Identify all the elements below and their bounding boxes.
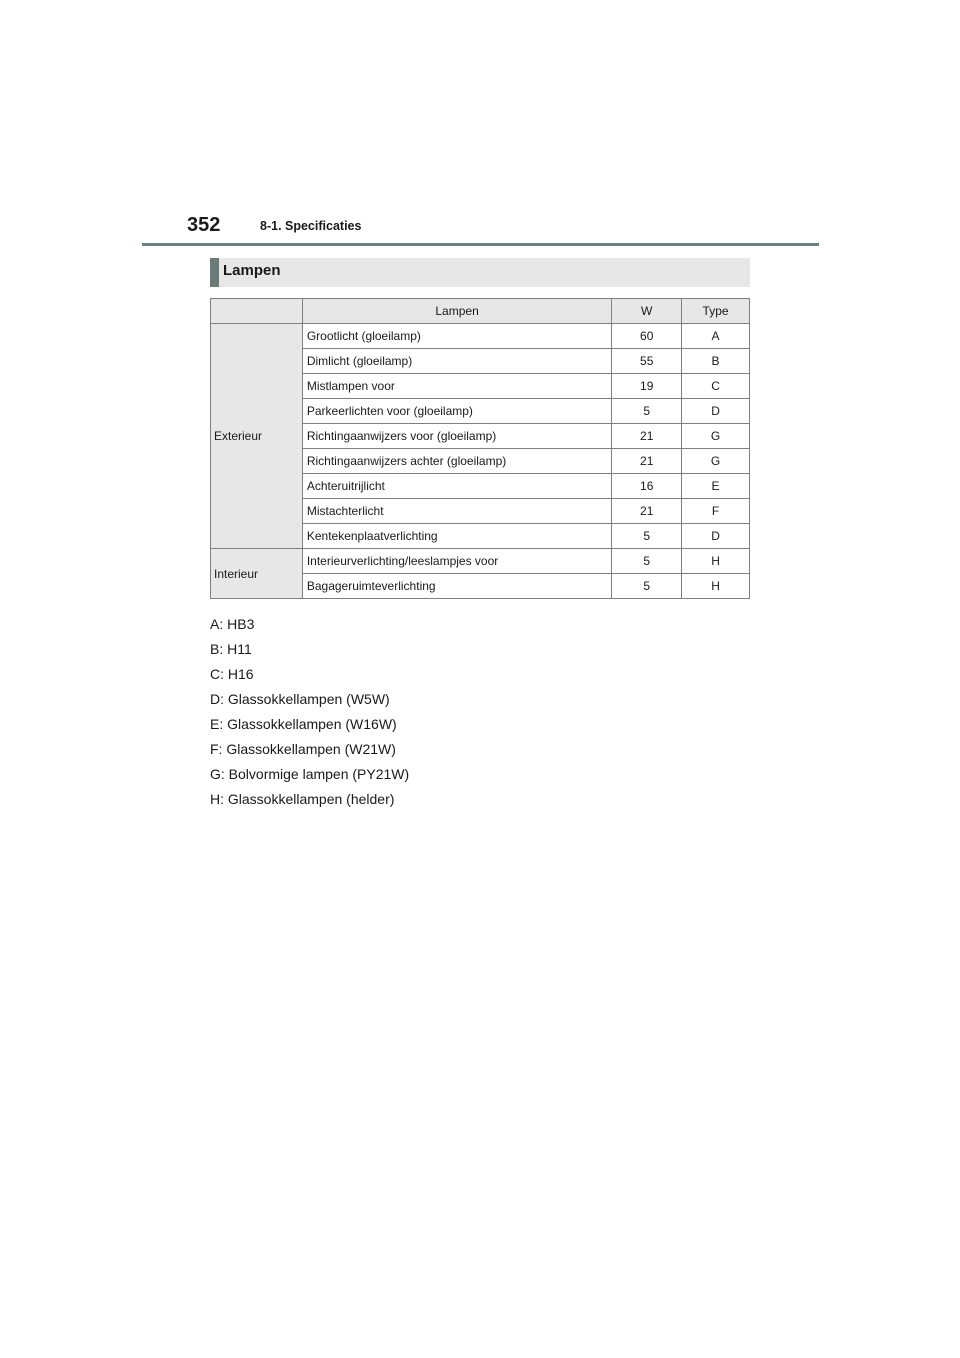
header-rule — [142, 243, 819, 246]
legend-item: A: HB3 — [210, 616, 255, 632]
lamp-watt: 21 — [612, 424, 682, 449]
section-title: 8-1. Specificaties — [260, 219, 362, 233]
page-number: 352 — [187, 214, 221, 236]
lamp-type: B — [682, 349, 750, 374]
lamp-watt: 5 — [612, 549, 682, 574]
lamp-name: Achteruitrijlicht — [302, 474, 611, 499]
group-label-exterieur: Exterieur — [211, 324, 303, 549]
lamp-name: Richtingaanwijzers achter (gloeilamp) — [302, 449, 611, 474]
lamp-name: Mistachterlicht — [302, 499, 611, 524]
lamp-type: A — [682, 324, 750, 349]
legend-item: B: H11 — [210, 641, 252, 657]
lamp-name: Mistlampen voor — [302, 374, 611, 399]
lamp-type: G — [682, 424, 750, 449]
table-row — [211, 549, 750, 574]
legend-item: C: H16 — [210, 666, 254, 682]
table-header-row — [211, 299, 750, 324]
lamp-name: Dimlicht (gloeilamp) — [302, 349, 611, 374]
lamp-name: Kentekenplaatverlichting — [302, 524, 611, 549]
lamps-table — [210, 298, 750, 599]
lamp-name: Parkeerlichten voor (gloeilamp) — [302, 399, 611, 424]
legend-item: H: Glassokkellampen (helder) — [210, 791, 395, 807]
lamp-watt: 21 — [612, 499, 682, 524]
legend-item: G: Bolvormige lampen (PY21W) — [210, 766, 410, 782]
lamp-type: E — [682, 474, 750, 499]
lamp-type: D — [682, 524, 750, 549]
column-header: Type — [682, 299, 750, 324]
lamp-watt: 16 — [612, 474, 682, 499]
lamp-type: H — [682, 549, 750, 574]
heading-title: Lampen — [223, 262, 281, 279]
lamp-watt: 5 — [612, 399, 682, 424]
lamp-type: D — [682, 399, 750, 424]
column-header: W — [612, 299, 682, 324]
lamp-watt: 60 — [612, 324, 682, 349]
lamp-watt: 21 — [612, 449, 682, 474]
lamp-name: Bagageruimteverlichting — [302, 574, 611, 599]
lamp-watt: 5 — [612, 574, 682, 599]
lamp-watt: 5 — [612, 524, 682, 549]
column-header: Lampen — [302, 299, 611, 324]
lamp-name: Richtingaanwijzers voor (gloeilamp) — [302, 424, 611, 449]
lamp-type: G — [682, 449, 750, 474]
lamp-watt: 55 — [612, 349, 682, 374]
legend-item: E: Glassokkellampen (W16W) — [210, 716, 397, 732]
legend-item: D: Glassokkellampen (W5W) — [210, 691, 390, 707]
legend-item: F: Glassokkellampen (W21W) — [210, 741, 396, 757]
heading-bar — [210, 258, 750, 287]
lamp-name: Grootlicht (gloeilamp) — [302, 324, 611, 349]
lamp-watt: 19 — [612, 374, 682, 399]
group-label-interieur: Interieur — [211, 549, 303, 599]
bulb-type-legend — [210, 615, 750, 815]
lamp-type: H — [682, 574, 750, 599]
lamp-type: F — [682, 499, 750, 524]
table-row — [211, 324, 750, 349]
lamp-name: Interieurverlichting/leeslampjes voor — [302, 549, 611, 574]
column-header — [211, 299, 303, 324]
lamp-type: C — [682, 374, 750, 399]
